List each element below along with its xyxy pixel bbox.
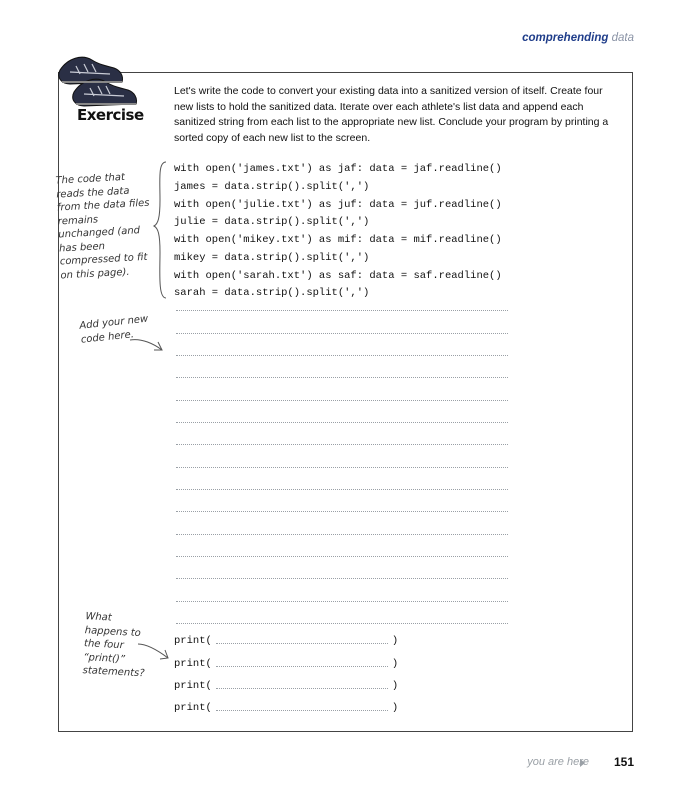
print-open: print(	[174, 635, 212, 647]
print-open: print(	[174, 658, 212, 670]
answer-line[interactable]	[176, 556, 508, 557]
print-statement	[174, 678, 398, 692]
code-unchanged-note: The code that reads the data from the data files remains unchanged (and has been compressed to fit on this page).	[55, 171, 150, 281]
arrow-icon	[128, 334, 168, 356]
exercise-instructions: Let's write the code to convert your existing data into a sanitized version of itself. Create four new lists to hold the sanitized data. Iterate over each athlete's list data and append each sanitized string from each list to the appropriate new list. Conclude your program by printing a sorted copy of each new list to the screen.	[174, 85, 609, 144]
answer-line[interactable]	[176, 377, 508, 378]
answer-line[interactable]	[176, 444, 508, 445]
answer-line[interactable]	[176, 489, 508, 490]
print-close: )	[391, 658, 399, 670]
code-line: with open('sarah.txt') as saf: data = saf.readline()	[174, 270, 502, 282]
header-strong: comprehending	[522, 32, 609, 44]
code-line: mikey = data.strip().split(',')	[174, 252, 370, 264]
print-question-note: What happens to the four “print()” statements?	[82, 611, 145, 680]
code-line: with open('mikey.txt') as mif: data = mif.readline()	[174, 234, 502, 246]
print-close: )	[391, 680, 399, 692]
answer-line[interactable]	[176, 601, 508, 602]
print-close: )	[391, 635, 399, 647]
answer-line[interactable]	[176, 355, 508, 356]
print-blank[interactable]	[216, 643, 388, 644]
triangle-right-icon	[580, 759, 585, 767]
arrow-icon	[136, 640, 174, 664]
print-open: print(	[174, 680, 212, 692]
answer-line[interactable]	[176, 511, 508, 512]
answer-line[interactable]	[176, 400, 508, 401]
header-light: data	[611, 32, 634, 44]
code-line: with open('julie.txt') as juf: data = juf.readline()	[174, 199, 502, 211]
answer-line[interactable]	[176, 623, 508, 624]
add-code-note: Add your new code here.	[78, 313, 149, 346]
code-line: julie = data.strip().split(',')	[174, 216, 370, 228]
print-blank[interactable]	[216, 710, 388, 711]
print-statement	[174, 633, 398, 647]
code-line: with open('james.txt') as jaf: data = jaf.readline()	[174, 163, 502, 175]
print-blank[interactable]	[216, 666, 388, 667]
answer-line[interactable]	[176, 467, 508, 468]
page-number: 151	[613, 755, 634, 769]
print-close: )	[391, 702, 399, 714]
answer-line[interactable]	[176, 578, 508, 579]
print-statement	[174, 700, 398, 714]
print-statement	[174, 656, 398, 670]
answer-line[interactable]	[176, 310, 508, 311]
answer-line[interactable]	[176, 422, 508, 423]
page-header	[522, 32, 634, 44]
print-open: print(	[174, 702, 212, 714]
code-brace	[152, 160, 172, 300]
sneakers-icon	[40, 40, 160, 150]
code-line: james = data.strip().split(',')	[174, 181, 370, 193]
answer-line[interactable]	[176, 534, 508, 535]
print-blank[interactable]	[216, 688, 388, 689]
you-are-here: you are here	[527, 756, 589, 768]
code-line: sarah = data.strip().split(',')	[174, 287, 370, 299]
exercise-label: Exercise	[77, 106, 144, 124]
answer-line[interactable]	[176, 333, 508, 334]
